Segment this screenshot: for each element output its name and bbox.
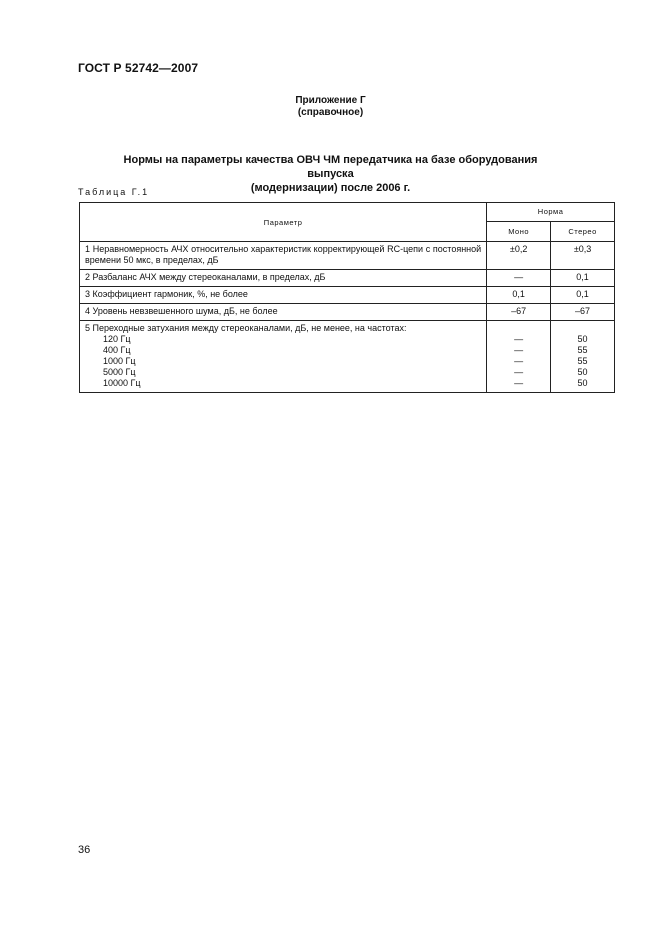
stereo-value: 50 bbox=[577, 367, 588, 377]
row-param bbox=[80, 321, 487, 393]
row-mono-value: –67 bbox=[487, 304, 551, 321]
mono-value: — bbox=[514, 345, 524, 355]
frequency-list bbox=[85, 334, 481, 389]
row-stereo-value: 0,1 bbox=[551, 287, 615, 304]
row-param: 2 Разбаланс АЧХ между стереоканалами, в пределах, дБ bbox=[80, 270, 487, 287]
appendix-heading bbox=[0, 95, 661, 119]
header-norma: Норма bbox=[487, 203, 615, 222]
frequency-item: 5000 Гц bbox=[103, 367, 136, 377]
row-mono-value: ±0,2 bbox=[487, 242, 551, 270]
frequency-item: 400 Гц bbox=[103, 345, 131, 355]
row-param: 3 Коэффициент гармоник, %, не более bbox=[80, 287, 487, 304]
table-row bbox=[80, 270, 615, 287]
row-stereo-values bbox=[551, 321, 615, 393]
header-param: Параметр bbox=[80, 203, 487, 242]
frequency-item: 120 Гц bbox=[103, 334, 131, 344]
row-mono-value: — bbox=[487, 270, 551, 287]
table-row bbox=[80, 287, 615, 304]
header-stereo: Стерео bbox=[551, 221, 615, 241]
frequency-item: 1000 Гц bbox=[103, 356, 136, 366]
table-row bbox=[80, 321, 615, 393]
row-stereo-value: 0,1 bbox=[551, 270, 615, 287]
appendix-title: Приложение Г bbox=[295, 95, 366, 106]
page-title bbox=[100, 153, 561, 195]
stereo-value: 50 bbox=[577, 378, 588, 388]
mono-value: — bbox=[514, 378, 524, 388]
page-title-line-1: Нормы на параметры качества ОВЧ ЧМ передатчика на базе оборудования выпуска bbox=[123, 154, 538, 180]
stereo-value: 55 bbox=[577, 356, 588, 366]
row-mono-value: 0,1 bbox=[487, 287, 551, 304]
row-stereo-value: –67 bbox=[551, 304, 615, 321]
crosstalk-param-text: 5 Переходные затухания между стереоканалами, дБ, не менее, на частотах: bbox=[85, 323, 407, 333]
table-row bbox=[80, 242, 615, 270]
frequency-item: 10000 Гц bbox=[103, 378, 141, 388]
table-row bbox=[80, 304, 615, 321]
appendix-subtitle: (справочное) bbox=[297, 107, 364, 118]
document-id: ГОСТ Р 52742—2007 bbox=[78, 61, 199, 75]
stereo-value: 50 bbox=[577, 334, 588, 344]
page-number: 36 bbox=[78, 844, 91, 856]
row-mono-values bbox=[487, 321, 551, 393]
row-param: 1 Неравномерность АЧХ относительно характеристик корректирующей RC-цепи с постоянной времени 50 мкс, в пределах, дБ bbox=[80, 242, 487, 270]
row-param: 4 Уровень невзвешенного шума, дБ, не более bbox=[80, 304, 487, 321]
row-stereo-value: ±0,3 bbox=[551, 242, 615, 270]
mono-value: — bbox=[514, 334, 524, 344]
page-title-line-2: (модернизации) после 2006 г. bbox=[250, 182, 411, 194]
stereo-value: 55 bbox=[577, 345, 588, 355]
norms-table bbox=[79, 202, 615, 393]
mono-value: — bbox=[514, 367, 524, 377]
mono-value: — bbox=[514, 356, 524, 366]
header-mono: Моно bbox=[487, 221, 551, 241]
table-label: Таблица Г.1 bbox=[78, 187, 150, 197]
